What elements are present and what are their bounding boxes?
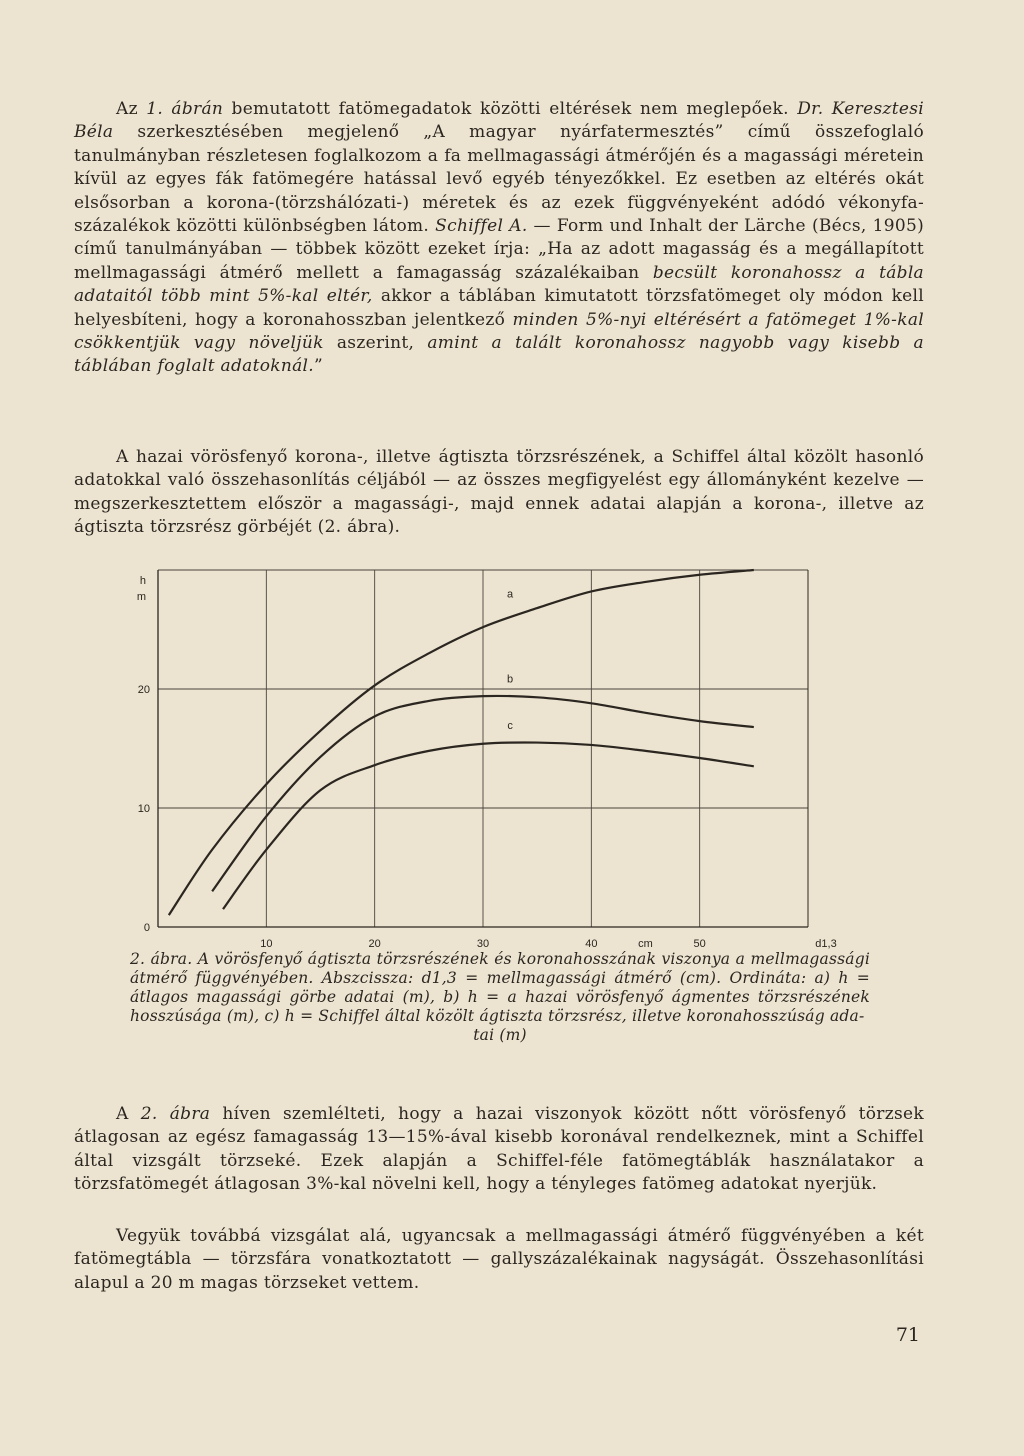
y-tick-label: 20 xyxy=(137,684,150,696)
quote-emphasis: becsült koronahossz a tábla adataitól több mint 5%-kal eltér, xyxy=(74,262,924,307)
text-run: Az xyxy=(116,99,147,119)
x-axis-label: d1,3 xyxy=(815,938,837,950)
caption-text-end: tai (m) xyxy=(473,1026,527,1044)
figure-caption xyxy=(130,950,870,1045)
figure-reference: 1. ábrán xyxy=(146,99,224,119)
quote-emphasis: amint a talált koronahossz nagyobb vagy kisebb a táblában foglalt adatoknál. xyxy=(74,333,924,377)
y-tick-label: 0 xyxy=(143,922,150,934)
paragraph-text: Vegyük továbbá vizsgálat alá, ugyancsak a mellmagassági átmérő függvényében a két fatömegtábla — törzsfára vonatkoztatott — gallyszázalékainak nagyságát. Összehasonlítási alapul a 20 m magas törzseket vettem. xyxy=(74,1226,924,1293)
text-run: bemutatott fatömegadatok közötti eltérések nem meglepőek. xyxy=(223,99,798,119)
figure-chart xyxy=(118,562,858,952)
text-run: szerkesztésében megjelenő „A magyar nyárfatermesztés” című összefoglaló tanulmányban részletesen foglalkozom a fa mellmagassági átmérőjén és a magassági méretein kívül az egyes fák fatömegére hatással levő egyéb tényezőkkel. Ez esetben az eltérés okát elsősorban a korona-(törzshálózati-) méretek és az ezek függvényeként adódó vékonyfa-százalékok közötti különbségben látom. xyxy=(74,122,924,237)
author-name: Schiffel A. xyxy=(435,216,528,237)
paragraph-2 xyxy=(74,446,924,540)
paragraph-4 xyxy=(74,1225,924,1295)
series-label-b: b xyxy=(507,673,514,686)
paragraph-1 xyxy=(74,98,924,379)
text-run: híven szemlélteti, hogy a hazai viszonyok között nőtt vörösfenyő törzsek átlagosan az egész famagasság 13—15%-ával kisebb koronával rendelkeznek, mint a Schiffel által vizsgált törzseké. Ezek alapján a Schiffel-féle fatömegtáblák használatakor a törzsfatömegét átlagosan 3%-kal növelni kell, hogy a tényleges fatömeg adatokat nyerjük. xyxy=(74,1104,924,1195)
quote-emphasis: minden 5%-nyi eltérésért a fatömeget 1%-kal csökkentjük vagy növeljük xyxy=(74,309,924,354)
author-name: Dr. Keresztesi Béla xyxy=(74,99,924,143)
series-label-c: c xyxy=(507,720,513,733)
series-line-c xyxy=(223,742,754,909)
text-run: akkor a táblában kimutatott törzsfatömeget oly módon kell helyesbíteni, hogy a koronahosszban jelentkező xyxy=(74,286,924,330)
paragraph-3 xyxy=(74,1103,924,1197)
page-number: 71 xyxy=(895,1324,920,1346)
x-tick-label: 30 xyxy=(476,938,490,950)
x-tick-label: 10 xyxy=(260,938,273,950)
y-axis-label: h xyxy=(139,575,146,587)
caption-text: A vörösfenyő ágtiszta törzsrészének és koronahosszának viszonya a mellmagassági átmérő függvényében. Abszcissza: d1,3 = mellmagassági átmérő (cm). Ordináta: a) h = átlagos magassági görbe adatai (m), b) h = a hazai vörösfenyő ágmentes törzsrészének hosszúsága (m), c) h = Schiffel által közölt ágtiszta törzsrész, illetve koronahosszúság ada- xyxy=(130,950,870,1025)
paragraph-text: A hazai vörösfenyő korona-, illetve ágtiszta törzsrészének, a Schiffel által közölt hasonló adatokkal való összehasonlítás céljából — az összes megfigyelést egy állományként kezelve — megszerkesztettem először a magassági-, majd ennek adatai alapján a korona-, illetve az ágtiszta törzsrész görbéjét (2. ábra). xyxy=(74,447,924,538)
text-run: A xyxy=(116,1104,141,1124)
figure-reference: 2. ábra xyxy=(140,1104,211,1124)
text-run: ” xyxy=(314,356,323,377)
caption-label: 2. ábra. xyxy=(130,950,193,968)
y-tick-label: 10 xyxy=(137,803,150,815)
chart-grid xyxy=(158,570,808,927)
series-label-a: a xyxy=(507,588,514,601)
text-run: — Form und Inhalt der Lärche (Bécs, 1905) című tanulmányában — többek között ezeket írja: „Ha az adott magasság és a megállapított mellmagassági átmérő mellett a famagasság százalékaiban xyxy=(74,216,925,283)
x-axis-unit: cm xyxy=(638,938,653,950)
x-tick-label: 20 xyxy=(368,938,381,950)
x-tick-label: 50 xyxy=(693,938,706,950)
text-run: aszerint, xyxy=(323,333,428,354)
x-tick-label: 40 xyxy=(585,938,598,950)
chart-series xyxy=(169,570,754,915)
y-axis-unit: m xyxy=(136,591,146,603)
